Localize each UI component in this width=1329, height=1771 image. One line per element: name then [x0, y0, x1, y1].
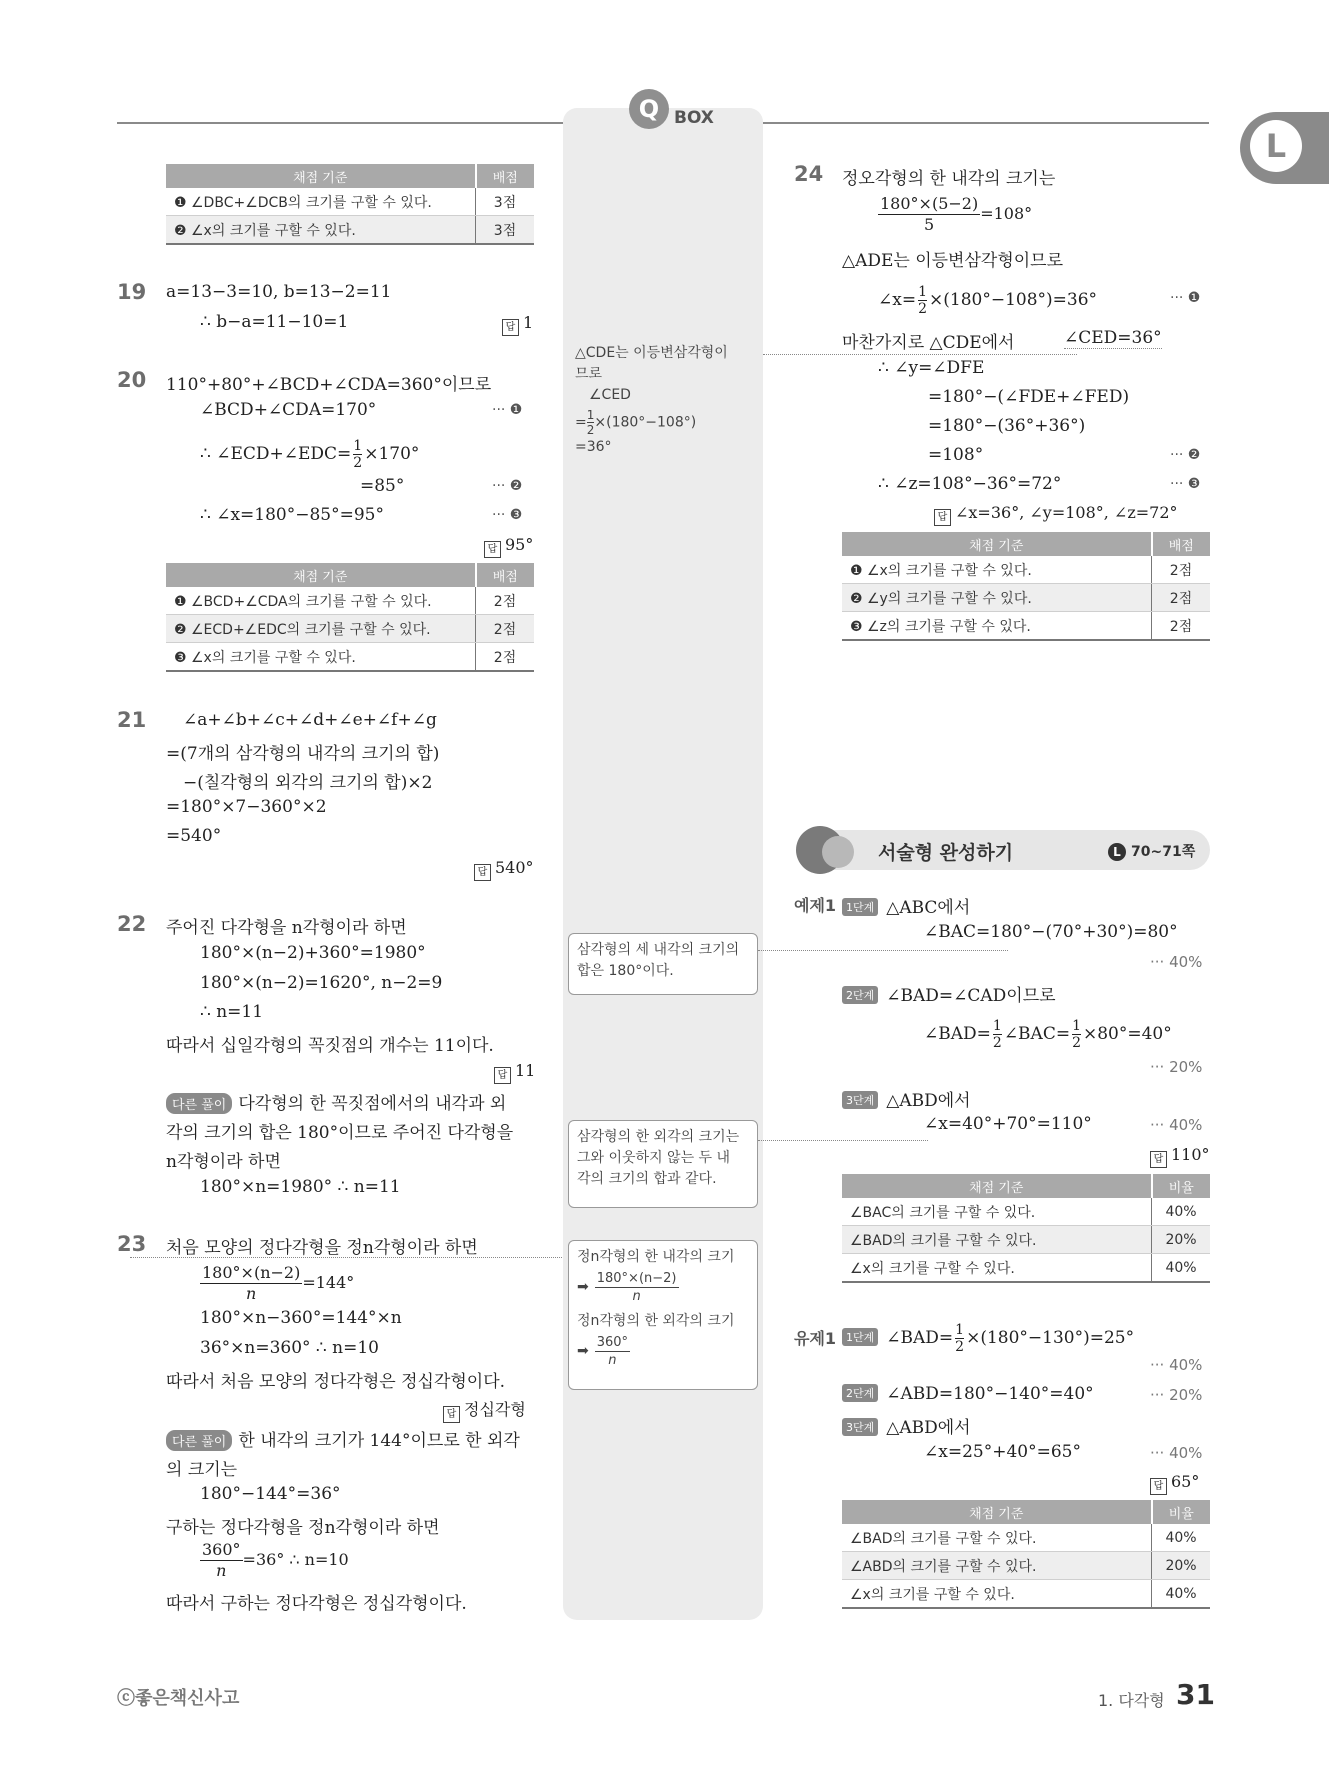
- fraction-result: =144°: [302, 1273, 355, 1292]
- step-tag: 3단계: [842, 1418, 878, 1436]
- table-cell: ❸ ∠z의 크기를 구할 수 있다.: [842, 612, 1152, 641]
- fraction-half: [993, 1018, 1002, 1051]
- problem-number-22: 22: [117, 912, 147, 936]
- p22-alt1-text: 다각형의 한 꼭짓점에서의 내각과 외: [238, 1094, 507, 1114]
- table-cell: 40%: [1152, 1524, 1211, 1552]
- qbox-note-regular-polygon: [568, 1240, 758, 1390]
- table-cell: 2점: [476, 587, 535, 615]
- qbox-note-line: 합은 180°이다.: [577, 963, 674, 979]
- table-header: 비율: [1152, 1500, 1211, 1524]
- p20-mark3: ··· ❸: [492, 507, 523, 523]
- table-cell: ∠BAC의 크기를 구할 수 있다.: [842, 1198, 1152, 1226]
- ex1-step3: [842, 1086, 971, 1111]
- criteria-table-24: [842, 532, 1210, 641]
- qbox-note-formula1: [577, 1270, 749, 1305]
- fraction-numerator: 360°: [596, 1335, 629, 1350]
- fraction-numerator: 180°×(n−2): [202, 1263, 301, 1282]
- answer-icon: 답: [443, 1406, 460, 1423]
- alt-solution-tag: 다른 풀이: [166, 1430, 232, 1451]
- answer-value: 11: [515, 1061, 536, 1080]
- qbox-note-line: =36°: [575, 439, 612, 455]
- header-rule-right: [763, 122, 1209, 124]
- p22-alt3: n각형이라 하면: [166, 1152, 281, 1172]
- fraction: [878, 194, 980, 235]
- leader-line: [758, 950, 1008, 951]
- p23-line5: 따라서 처음 모양의 정다각형은 정십각형이다.: [166, 1372, 506, 1392]
- qbox-note-fraction-line: [575, 408, 728, 437]
- p24-line4: [878, 284, 1097, 317]
- qbox-note-line: 삼각형의 세 내각의 크기의: [577, 942, 740, 958]
- p19-answer: [502, 313, 533, 336]
- p23-line1: 처음 모양의 정다각형을 정n각형이라 하면: [166, 1238, 478, 1258]
- table-header: 배점: [476, 164, 535, 188]
- qbox-note-line: 정n각형의 한 내각의 크기: [577, 1249, 735, 1265]
- answer-value: 1: [523, 313, 534, 332]
- p24-line8: =180°−(36°+36°): [928, 416, 1086, 436]
- fraction: [200, 1540, 243, 1581]
- page-number: 31: [1176, 1678, 1215, 1711]
- p21-answer: [474, 858, 534, 881]
- qbox-note-line: 삼각형의 한 외각의 크기는: [577, 1129, 740, 1145]
- header-rule-left: [117, 122, 563, 124]
- footer-chapter: 1. 다각형: [1098, 1691, 1165, 1710]
- p19-line2: ∴ b−a=11−10=1: [200, 312, 349, 332]
- p23-alt6: 따라서 구하는 정다각형은 정십각형이다.: [166, 1594, 467, 1614]
- step-tag: 1단계: [842, 898, 878, 916]
- answer-icon: 답: [494, 1067, 511, 1084]
- table-cell: ❷ ∠y의 크기를 구할 수 있다.: [842, 584, 1152, 612]
- table-cell: ❷ ∠x의 크기를 구할 수 있다.: [166, 216, 476, 245]
- table-cell: 3점: [476, 216, 535, 245]
- fraction-numerator: 1: [955, 1322, 965, 1338]
- fraction-numerator: 180°×(5−2): [880, 194, 979, 213]
- fraction-denominator: 2: [586, 423, 595, 437]
- fraction-half: [955, 1322, 964, 1355]
- answer-value: ∠x=36°, ∠y=108°, ∠z=72°: [955, 503, 1178, 522]
- table-header: 채점 기준: [166, 164, 476, 188]
- p23-line4: 36°×n=360° ∴ n=10: [200, 1338, 379, 1358]
- answer-value: 65°: [1171, 1472, 1200, 1491]
- p20-line5: ∴ ∠x=180°−85°=95°: [200, 505, 384, 525]
- qbox-note-cde: [575, 343, 728, 458]
- fraction-half: [1072, 1018, 1081, 1051]
- ex1-step2-text: ∠BAD=∠CAD이므로: [886, 986, 1056, 1006]
- p23-alt2: 의 크기는: [166, 1460, 238, 1480]
- fraction-denominator: 2: [353, 455, 363, 471]
- table-cell: 20%: [1152, 1552, 1211, 1580]
- p22-alt2: 각의 크기의 합은 180°이므로 주어진 다각형을: [166, 1123, 514, 1143]
- fraction-denominator: 2: [918, 301, 927, 317]
- p20-answer: [484, 535, 533, 558]
- table-cell: 40%: [1152, 1580, 1211, 1609]
- p20-mark2: ··· ❷: [492, 478, 523, 494]
- table-cell: 2점: [1152, 556, 1211, 584]
- footer-copyright: ⓒ좋은책신사고: [117, 1688, 240, 1709]
- alt-solution-tag: 다른 풀이: [166, 1093, 232, 1114]
- answer-value: 110°: [1171, 1145, 1210, 1164]
- p22-answer: [494, 1061, 535, 1084]
- fraction-denominator: n: [608, 1353, 617, 1368]
- p24-line3: △ADE는 이등변삼각형이므로: [842, 251, 1064, 271]
- arrow-icon: ➡: [577, 1279, 589, 1295]
- table-cell: ❶ ∠x의 크기를 구할 수 있다.: [842, 556, 1152, 584]
- p23-alt4: 구하는 정다각형을 정n각형이라 하면: [166, 1518, 440, 1538]
- p24-mark3: ··· ❸: [1170, 476, 1201, 492]
- p24-line5: 마찬가지로 △CDE에서: [842, 333, 1015, 353]
- table-cell: ∠x의 크기를 구할 수 있다.: [842, 1254, 1152, 1283]
- p24-mark2: ··· ❷: [1170, 447, 1201, 463]
- arrow-icon: ➡: [577, 1343, 589, 1359]
- exercise-label: 유제1: [794, 1329, 837, 1348]
- yu1-step2-text: ∠ABD=180°−140°=40°: [886, 1384, 1094, 1404]
- answer-icon: 답: [484, 541, 501, 558]
- p22-line1: 주어진 다각형을 n각형이라 하면: [166, 918, 407, 938]
- qbox-note-line: 므로: [575, 366, 603, 382]
- qbox-note-line: 정n각형의 한 외각의 크기: [577, 1313, 735, 1329]
- ex1-step3-line2: ∠x=40°+70°=110°: [924, 1114, 1092, 1134]
- table-cell: 40%: [1152, 1198, 1211, 1226]
- ex1-step2-a: ∠BAD=: [924, 1024, 991, 1044]
- p23-fraction1: [200, 1263, 354, 1304]
- fraction-prefix: =: [575, 414, 587, 431]
- fraction-numerator: 1: [1072, 1018, 1081, 1034]
- answer-value: 95°: [505, 535, 534, 554]
- example-label: 예제1: [794, 896, 837, 915]
- p22-alt1: [166, 1089, 506, 1114]
- table-header: 배점: [1152, 532, 1211, 556]
- qbox-note-formula2: [577, 1334, 749, 1369]
- p20-line3-b: ×170°: [364, 444, 420, 464]
- qbox-column: [563, 108, 763, 1620]
- problem-number-19: 19: [117, 280, 147, 304]
- section-banner-icon-inner: [822, 836, 854, 868]
- table-cell: 3점: [476, 188, 535, 216]
- yu1-step3-line2: ∠x=25°+40°=65°: [924, 1442, 1081, 1462]
- yu1-step1-b: ×(180°−130°)=25°: [966, 1328, 1135, 1348]
- criteria-table-ex1: [842, 1174, 1210, 1283]
- ex1-step1-percent: ··· 40%: [1150, 953, 1203, 971]
- p24-line10: ∴ ∠z=108°−36°=72°: [878, 474, 1062, 494]
- p20-line2: ∠BCD+∠CDA=170°: [200, 400, 377, 420]
- table-cell: 2점: [1152, 612, 1211, 641]
- problem-number-20: 20: [117, 368, 147, 392]
- table-cell: ∠BAD의 크기를 구할 수 있다.: [842, 1524, 1152, 1552]
- p24-line1: 정오각형의 한 내각의 크기는: [842, 169, 1056, 189]
- table-header: 채점 기준: [842, 1174, 1152, 1198]
- yu1-step2: [842, 1384, 1094, 1404]
- p24-line5-b: ∠CED=36°: [1064, 328, 1162, 348]
- fraction-denominator: n: [216, 1561, 227, 1580]
- ex1-step2-b: ∠BAC=: [1003, 1024, 1071, 1044]
- ex1-step1-text: △ABC에서: [886, 898, 971, 918]
- leader-line: [758, 1140, 928, 1141]
- p24-fraction1: [878, 194, 1032, 235]
- chapter-icon: L: [1250, 120, 1302, 172]
- fraction-denominator: n: [246, 1284, 257, 1303]
- step-tag: 1단계: [842, 1328, 878, 1346]
- p19-line1: a=13−3=10, b=13−2=11: [166, 282, 392, 302]
- fraction: [200, 1263, 302, 1304]
- fraction-numerator: 1: [586, 408, 595, 422]
- fraction-denominator: n: [632, 1289, 641, 1304]
- yu1-step3-percent: ··· 40%: [1150, 1444, 1203, 1462]
- p20-line3: [200, 438, 419, 471]
- qbox-note-line: 그와 이웃하지 않는 두 내: [577, 1150, 731, 1166]
- answer-value: 540°: [495, 858, 534, 877]
- p20-line3-a: ∴ ∠ECD+∠EDC=: [200, 444, 352, 464]
- yu1-step1: [842, 1322, 1134, 1355]
- p20-line4: =85°: [360, 476, 405, 496]
- ex1-answer: [1150, 1145, 1210, 1168]
- ex1-step3-percent: ··· 40%: [1150, 1116, 1203, 1134]
- table-header: 채점 기준: [842, 1500, 1152, 1524]
- table-header: 배점: [476, 563, 535, 587]
- fraction-numerator: 1: [992, 1018, 1002, 1034]
- answer-icon: 답: [474, 864, 491, 881]
- table-cell: ∠BAD의 크기를 구할 수 있다.: [842, 1226, 1152, 1254]
- qbox-label: BOX: [674, 108, 714, 128]
- p23-fraction2: [200, 1540, 349, 1581]
- step-tag: 2단계: [842, 1384, 878, 1402]
- ex1-step2-c: ×80°=40°: [1083, 1024, 1172, 1044]
- fraction-result: =108°: [980, 204, 1033, 223]
- ex1-step2: [842, 981, 1056, 1006]
- answer-icon: 답: [502, 319, 519, 336]
- p21-line1: ∠a+∠b+∠c+∠d+∠e+∠f+∠g: [183, 710, 437, 730]
- fraction: [595, 1334, 630, 1369]
- p22-alt4: 180°×n=1980° ∴ n=11: [200, 1177, 401, 1197]
- ex1-step1: [842, 893, 970, 918]
- table-cell: 2점: [476, 615, 535, 643]
- table-cell: 40%: [1152, 1254, 1211, 1283]
- p24-line4-b: ×(180°−108°)=36°: [929, 290, 1098, 310]
- table-header: 비율: [1152, 1174, 1211, 1198]
- p24-line9: =108°: [928, 445, 984, 465]
- p20-line1: 110°+80°+∠BCD+∠CDA=360°이므로: [166, 375, 492, 395]
- answer-icon: 답: [1150, 1478, 1167, 1495]
- criteria-table-20: [166, 563, 534, 672]
- ex1-step1-line2: ∠BAC=180°−(70°+30°)=80°: [924, 922, 1178, 942]
- table-cell: 2점: [476, 643, 535, 672]
- p24-line7: =180°−(∠FDE+∠FED): [928, 387, 1130, 407]
- step-tag: 2단계: [842, 986, 878, 1004]
- criteria-table-18: [166, 164, 534, 245]
- yu1-answer: [1150, 1472, 1199, 1495]
- yu1-step3-text: △ABD에서: [886, 1418, 971, 1438]
- section-title: 서술형 완성하기: [878, 842, 1014, 864]
- p24-mark1: ··· ❶: [1170, 290, 1201, 306]
- criteria-table-yu1: [842, 1500, 1210, 1609]
- yu1-step3: [842, 1413, 971, 1438]
- fraction-denominator: 2: [992, 1035, 1002, 1051]
- fraction-result: =36° ∴ n=10: [242, 1550, 349, 1569]
- qbox-note-line: △CDE는 이등변삼각형이: [575, 345, 728, 361]
- step-tag: 3단계: [842, 1091, 878, 1109]
- fraction-denominator: 5: [924, 215, 935, 234]
- fraction-numerator: 1: [353, 438, 363, 454]
- problem-number-21: 21: [117, 708, 147, 732]
- qbox-q-icon: Q: [629, 89, 669, 129]
- ex1-step2-line2: [924, 1018, 1172, 1051]
- fraction: [595, 1270, 679, 1305]
- yu1-step1-percent: ··· 40%: [1150, 1356, 1203, 1374]
- answer-icon: 답: [934, 509, 951, 526]
- answer-value: 정십각형: [464, 1400, 526, 1419]
- ex1-step2-percent: ··· 20%: [1150, 1058, 1203, 1076]
- p22-line3: 180°×(n−2)=1620°, n−2=9: [200, 973, 443, 993]
- qbox-note-interior-sum: [568, 933, 758, 995]
- table-header: 채점 기준: [166, 563, 476, 587]
- table-cell: ❸ ∠x의 크기를 구할 수 있다.: [166, 643, 476, 672]
- table-header: 채점 기준: [842, 532, 1152, 556]
- yu1-step1-a: ∠BAD=: [886, 1328, 954, 1348]
- fraction-half: [353, 438, 362, 471]
- table-cell: 2점: [1152, 584, 1211, 612]
- table-cell: ∠ABD의 크기를 구할 수 있다.: [842, 1552, 1152, 1580]
- fraction-half: [918, 284, 927, 317]
- page-range: 70~71쪽: [1131, 844, 1196, 860]
- p23-line3: 180°×n−360°=144°×n: [200, 1308, 402, 1328]
- qbox-note-exterior-angle: [568, 1120, 758, 1208]
- p23-alt3: 180°−144°=36°: [200, 1484, 341, 1504]
- table-cell: ∠x의 크기를 구할 수 있다.: [842, 1580, 1152, 1609]
- yu1-step2-percent: ··· 20%: [1150, 1386, 1203, 1404]
- table-cell: ❶ ∠BCD+∠CDA의 크기를 구할 수 있다.: [166, 587, 476, 615]
- p24-line4-a: ∠x=: [878, 290, 917, 310]
- p21-line3: −(칠각형의 외각의 크기의 합)×2: [183, 773, 433, 793]
- p23-answer: [443, 1397, 526, 1423]
- p24-line6: ∴ ∠y=∠DFE: [878, 358, 985, 378]
- problem-number-24: 24: [794, 162, 824, 186]
- ex1-step3-text: △ABD에서: [886, 1091, 971, 1111]
- p23-alt1: [166, 1426, 520, 1451]
- leader-line: [763, 354, 1077, 355]
- fraction-numerator: 360°: [202, 1540, 241, 1559]
- answer-icon: 답: [1150, 1151, 1167, 1168]
- p22-line4: ∴ n=11: [200, 1002, 264, 1022]
- p21-line5: =540°: [166, 826, 222, 846]
- fraction-denominator: 2: [1072, 1035, 1081, 1051]
- fraction-denominator: 2: [955, 1339, 965, 1355]
- page-ref-icon: L: [1108, 843, 1126, 861]
- section-pages: [1108, 841, 1195, 861]
- p22-line5: 따라서 십일각형의 꼭짓점의 개수는 11이다.: [166, 1036, 494, 1056]
- table-cell: ❷ ∠ECD+∠EDC의 크기를 구할 수 있다.: [166, 615, 476, 643]
- fraction-rest: ×(180°−108°): [594, 414, 697, 431]
- p21-line4: =180°×7−360°×2: [166, 797, 327, 817]
- problem-number-23: 23: [117, 1232, 147, 1256]
- fraction-numerator: 180°×(n−2): [596, 1271, 677, 1286]
- qbox-note-line: ∠CED: [589, 387, 631, 403]
- table-cell: 20%: [1152, 1226, 1211, 1254]
- p23-alt1-text: 한 내각의 크기가 144°이므로 한 외각: [238, 1431, 520, 1451]
- chapter-tab: [1240, 112, 1329, 184]
- p22-line2: 180°×(n−2)+360°=1980°: [200, 943, 426, 963]
- p21-line2: =(7개의 삼각형의 내각의 크기의 합): [166, 744, 440, 764]
- fraction-numerator: 1: [918, 284, 927, 300]
- p20-mark1: ··· ❶: [492, 402, 523, 418]
- p24-answer: [934, 503, 1178, 526]
- table-cell: ❶ ∠DBC+∠DCB의 크기를 구할 수 있다.: [166, 188, 476, 216]
- qbox-note-line: 각의 크기의 합과 같다.: [577, 1171, 717, 1187]
